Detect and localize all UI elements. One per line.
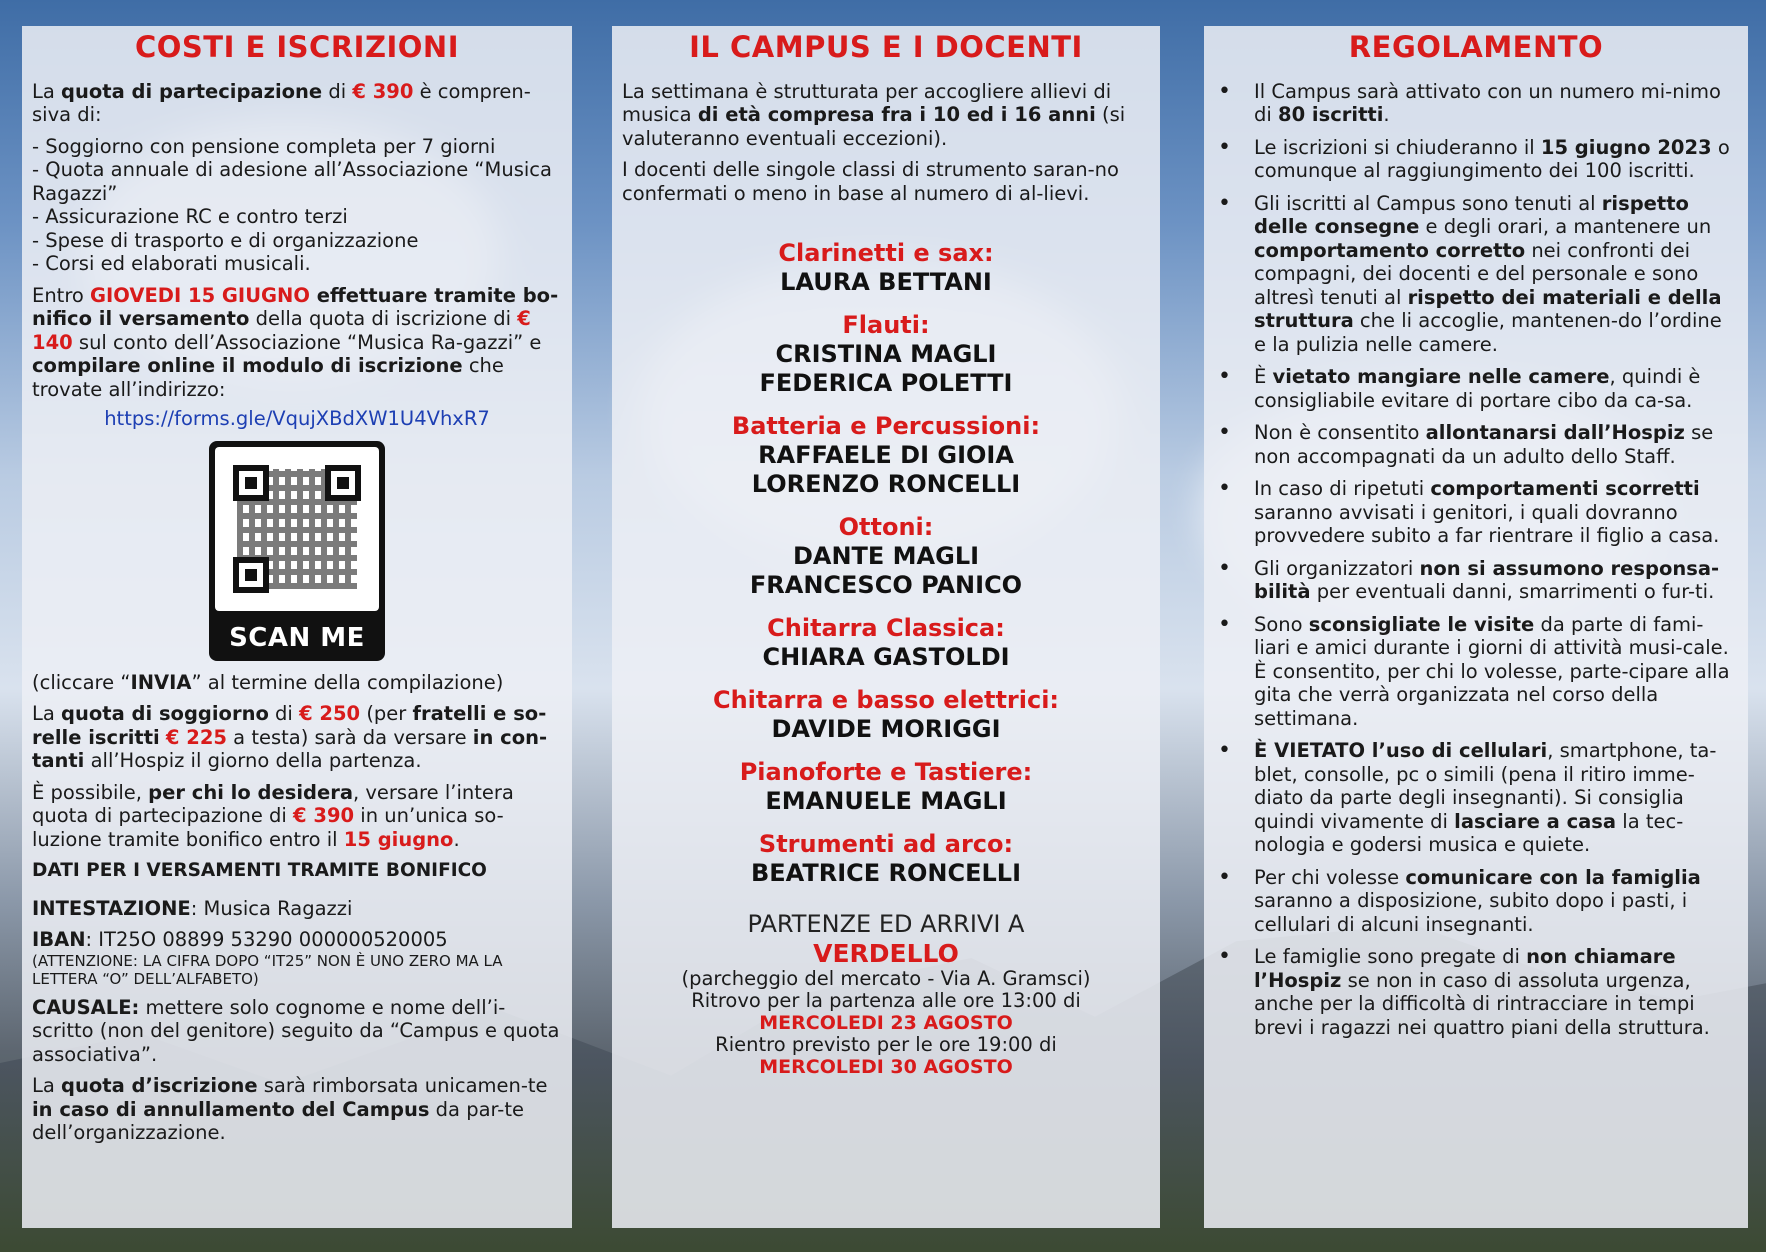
rule-emphasis: rispetto dei materiali e della struttura: [1254, 285, 1722, 332]
text: sarà rimborsata unicamen-te: [257, 1074, 548, 1097]
text: .: [453, 827, 460, 851]
text: (si valuteranno eventuali eccezioni).: [622, 103, 1126, 150]
return-date: MERCOLEDI 30 AGOSTO: [759, 1056, 1013, 1078]
text: ” al termine della compilazione): [191, 670, 504, 694]
rule-text: se non in caso di assoluta urgenza, anche per la difficoltà di rintracciare in tempi brevi i ragazzi nei quattro piani della struttura.: [1254, 968, 1710, 1039]
text: quota di partecipazione: [61, 79, 323, 103]
rule-item: [1214, 421, 1738, 468]
rule-text: Non è consentito: [1254, 421, 1426, 444]
text: sul conto dell’Associazione “Musica Ra-gazzi” e: [72, 330, 542, 354]
label: CAUSALE:: [32, 995, 140, 1019]
rules-list: [1214, 80, 1738, 1040]
rule-item: [1214, 477, 1738, 548]
value: mettere solo cognome e nome dell’i-scritto (non del genitore) seguito da “Campus e quota associativa”.: [32, 995, 560, 1066]
qr-code[interactable]: [209, 441, 385, 661]
inclusions-list: [32, 135, 562, 276]
soggiorno-paragraph: [32, 702, 562, 773]
text: , versare l’intera quota di partecipazione di: [32, 780, 514, 827]
causale: [32, 996, 562, 1067]
teacher-group: [622, 830, 1150, 888]
price: € 225: [165, 725, 227, 749]
instrument-label: Batteria e Percussioni:: [731, 412, 1041, 440]
text: di età compresa fra i 10 ed i 16 anni: [697, 103, 1096, 126]
attenzione-note: (ATTENZIONE: LA CIFRA DOPO “IT25” NON È UNO ZERO MA LA LETTERA “O” DELL’ALFABETO): [32, 951, 503, 988]
text: a testa) sarà da versare: [226, 725, 473, 749]
teacher-name: CHIARA GASTOLDI: [762, 643, 1010, 671]
instrument-label: Clarinetti e sax:: [778, 239, 994, 267]
price: € 140: [32, 307, 531, 354]
label: INTESTAZIONE: [32, 896, 191, 920]
text: della quota di iscrizione di: [249, 307, 518, 330]
rule-emphasis: non si assumono responsa-bilità: [1254, 556, 1720, 603]
rule-text: Le famiglie sono pregate di: [1254, 945, 1527, 968]
rule-item: [1214, 80, 1738, 127]
price: € 390: [293, 804, 355, 827]
teacher-group: [622, 412, 1150, 499]
instrument-label: Ottoni:: [838, 513, 934, 541]
teacher-name: FRANCESCO PANICO: [749, 571, 1023, 599]
text: fratelli e so-relle iscritti: [32, 702, 547, 749]
text: (per: [360, 702, 413, 725]
text: di: [268, 702, 300, 725]
departure-time: Ritrovo per la partenza alle ore 13:00 di: [691, 989, 1081, 1012]
deadline: 15 giugno: [343, 827, 454, 851]
rule-text: nei confronti dei compagni, dei docenti e del personale e sono altresì tenuti al: [1254, 238, 1699, 309]
teacher-name: DAVIDE MORIGGI: [771, 715, 1001, 743]
instrument-label: Flauti:: [842, 311, 930, 339]
rule-item: [1214, 557, 1738, 604]
rule-item: [1214, 365, 1738, 412]
text: (cliccare “: [32, 670, 131, 694]
instrument-label: Chitarra Classica:: [767, 614, 1005, 642]
price: € 390: [352, 79, 414, 103]
dati-title: DATI PER I VERSAMENTI TRAMITE BONIFICO: [32, 860, 487, 881]
rule-text: .: [1383, 103, 1390, 126]
teacher-group: [622, 758, 1150, 816]
campus-intro: [622, 80, 1150, 151]
teacher-name: DANTE MAGLI: [792, 542, 980, 570]
text: in caso di annullamento del Campus: [32, 1097, 430, 1121]
price: € 250: [299, 702, 361, 725]
rule-emphasis: comportamenti scorretti: [1430, 477, 1700, 500]
teacher-group: [622, 239, 1150, 297]
list-item: - Spese di trasporto e di organizzazione: [32, 228, 419, 252]
value: : Musica Ragazzi: [190, 896, 353, 920]
quota-intro: [32, 80, 562, 127]
rule-emphasis: vietato mangiare nelle camere: [1272, 365, 1610, 388]
teacher-name: FEDERICA POLETTI: [759, 369, 1013, 397]
departure-title: PARTENZE ED ARRIVI A: [747, 910, 1025, 938]
text: di: [322, 79, 353, 103]
rule-item: [1214, 739, 1738, 857]
intestazione: [32, 897, 562, 921]
text: INVIA: [130, 670, 192, 694]
rule-text: saranno avvisati i genitori, i quali dovranno provvedere subito a far rientrare il figlio a casa.: [1254, 500, 1720, 547]
teacher-name: EMANUELE MAGLI: [765, 787, 1007, 815]
teacher-group: [622, 311, 1150, 398]
rule-text: , quindi è consigliabile evitare di portare cibo da ca-sa.: [1254, 365, 1701, 412]
campus-panel: [612, 26, 1160, 1228]
scan-me-label: SCAN ME: [229, 623, 365, 653]
return-time: Rientro previsto per le ore 19:00 di: [715, 1033, 1057, 1056]
rule-emphasis: rispetto delle consegne: [1254, 191, 1689, 238]
teacher-group: [622, 686, 1150, 744]
entro-paragraph: [32, 284, 562, 402]
teacher-group: [622, 614, 1150, 672]
text: è compren-siva di:: [32, 79, 531, 126]
value: : IT25O 08899 53290 000000520005: [85, 928, 448, 951]
costi-panel: [22, 26, 572, 1228]
text: Entro: [32, 283, 91, 307]
text: effettuare tramite bo-nifico il versamento: [32, 283, 559, 330]
rule-emphasis: allontanarsi dall’Hospiz: [1425, 421, 1685, 444]
rule-text: Per chi volesse: [1254, 865, 1406, 889]
rule-item: [1214, 613, 1738, 731]
text: La settimana è strutturata per accogliere allievi di musica: [622, 79, 1112, 126]
rule-emphasis: non chiamare l’Hospiz: [1254, 945, 1676, 992]
rule-item: [1214, 945, 1738, 1039]
regolamento-panel: [1204, 26, 1748, 1228]
teacher-name: BEATRICE RONCELLI: [750, 859, 1022, 887]
list-item: - Assicurazione RC e contro terzi: [32, 205, 348, 228]
instrument-label: Chitarra e basso elettrici:: [712, 686, 1060, 714]
rule-emphasis: comportamento corretto: [1254, 238, 1526, 262]
rule-emphasis: lasciare a casa: [1454, 809, 1617, 833]
rule-text: Gli iscritti al Campus sono tenuti al: [1254, 191, 1602, 215]
campus-title: IL CAMPUS E I DOCENTI: [689, 30, 1083, 64]
rule-text: Il Campus sarà attivato con un numero mi-nimo di: [1254, 79, 1721, 126]
text: È possibile,: [32, 780, 149, 804]
teacher-group: [622, 513, 1150, 600]
costi-title: COSTI E ISCRIZIONI: [134, 30, 459, 64]
rule-item: [1214, 866, 1738, 937]
text: per chi lo desidera: [148, 780, 353, 804]
text: da par-te dell’organizzazione.: [32, 1097, 524, 1144]
rule-text: In caso di ripetuti: [1254, 477, 1431, 500]
rule-item: [1214, 192, 1738, 357]
teacher-name: LAURA BETTANI: [780, 268, 992, 296]
departure-place: VERDELLO: [813, 939, 959, 968]
text: La: [32, 79, 62, 103]
text: quota d’iscrizione: [61, 1074, 258, 1097]
departure-info: [622, 910, 1150, 1078]
regolamento-title: REGOLAMENTO: [1348, 30, 1604, 64]
text: quota di soggiorno: [61, 702, 269, 725]
rule-text: o comunque al raggiungimento dei 100 iscritti.: [1254, 135, 1730, 182]
text: compilare online il modulo di iscrizione: [32, 354, 463, 377]
rule-emphasis: 80 iscritti: [1278, 103, 1384, 126]
text: La: [32, 1074, 62, 1097]
rule-text: È: [1254, 365, 1273, 388]
list-item: - Soggiorno con pensione completa per 7 giorni: [32, 134, 496, 158]
teacher-name: LORENZO RONCELLI: [751, 470, 1021, 498]
rule-emphasis: sconsigliate le visite: [1308, 612, 1535, 636]
rule-text: per eventuali danni, smarrimenti o fur-ti.: [1310, 580, 1715, 603]
rule-emphasis: comunicare con la famiglia: [1405, 865, 1701, 889]
deadline: GIOVEDI 15 GIUGNO: [90, 283, 310, 307]
iban: [32, 928, 562, 952]
rule-text: Gli organizzatori: [1254, 556, 1420, 580]
rule-text: e degli orari, a mantenere un: [1419, 215, 1712, 238]
rule-emphasis: È VIETATO l’uso di cellulari: [1254, 739, 1548, 762]
parking-info: (parcheggio del mercato - Via A. Gramsci): [681, 967, 1091, 990]
rule-text: Sono: [1254, 612, 1309, 636]
rimborso-paragraph: [32, 1074, 562, 1145]
departure-date: MERCOLEDI 23 AGOSTO: [759, 1012, 1013, 1034]
form-link[interactable]: https://forms.gle/VqujXBdXW1U4VhxR7: [104, 407, 490, 430]
rule-text: se non accompagnati da un adulto dello Staff.: [1254, 421, 1714, 468]
rule-text: saranno a disposizione, subito dopo i pasti, i cellulari di alcuni insegnanti.: [1254, 889, 1688, 936]
rule-text: che li accoglie, mantenen-do l’ordine e la pulizia nelle camere.: [1254, 309, 1722, 356]
teacher-name: RAFFAELE DI GIOIA: [758, 441, 1014, 469]
rule-text: Le iscrizioni si chiuderanno il: [1254, 135, 1541, 159]
instrument-label: Pianoforte e Tastiere:: [739, 758, 1033, 786]
instrument-label: Strumenti ad arco:: [758, 830, 1014, 858]
rule-item: [1214, 136, 1738, 183]
possibile-paragraph: [32, 781, 562, 852]
text: in con-tanti: [32, 725, 548, 772]
rule-text: , smartphone, ta-blet, consolle, pc o simili (pena il ritiro imme-diato da parte degli insegnanti). Si consiglia quindi vivamente di: [1254, 739, 1717, 833]
invia-note: [32, 671, 562, 695]
rule-text: la tec-nologia e godersi musica e quiete.: [1254, 809, 1684, 856]
text: che trovate all’indirizzo:: [32, 354, 504, 401]
text: La: [32, 702, 62, 725]
teacher-name: CRISTINA MAGLI: [775, 340, 997, 368]
label: IBAN: [32, 928, 86, 951]
list-item: - Quota annuale di adesione all’Associazione “Musica Ragazzi”: [32, 158, 552, 205]
rule-text: da parte di fami-liari e amici durante i giorni di attività musi-cale. È consentito, per chi lo volesse, parte-cipare alla gita che verrà organizzata nel corso della settimana.: [1254, 612, 1730, 730]
qr-image: [215, 447, 379, 611]
docenti-intro: I docenti delle singole classi di strumento saran-no confermati o meno in base al numero di al-lievi.: [622, 158, 1119, 205]
text: all’Hospiz il giorno della partenza.: [84, 749, 422, 772]
text: in un’unica so-luzione tramite bonifico entro il: [32, 804, 504, 851]
list-item: - Corsi ed elaborati musicali.: [32, 252, 311, 275]
rule-emphasis: 15 giugno 2023: [1540, 135, 1712, 159]
